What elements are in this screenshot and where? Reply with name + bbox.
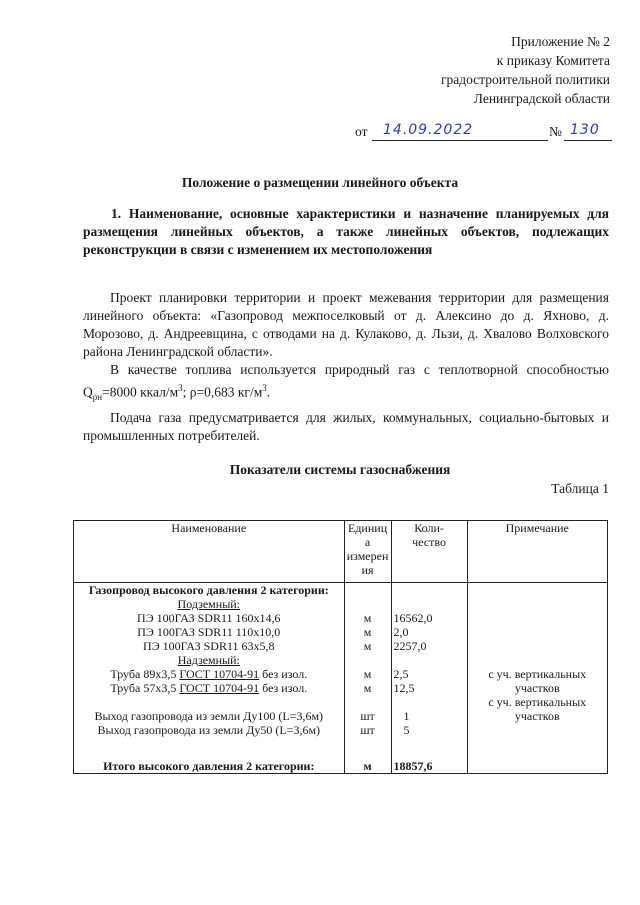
total-unit: м — [363, 759, 372, 773]
fuel-text: ; ρ=0,683 кг/м — [182, 384, 263, 400]
row-unit: м — [363, 681, 372, 695]
total-label: Итого высокого давления 2 категории: — [103, 759, 315, 773]
handwritten-date: 14.09.2022 — [383, 122, 474, 138]
paragraph-project: Проект планировки территории и проект межевания территории для размещения линейного объекта: «Газопровод межпоселковый от д. Алексино до д. Яхново, д. Морозово, д. Андреевщина, с отводами на д. Кулаково, д. Льзи, д. Хвалово Волховского района Ленинградской области». — [83, 290, 609, 359]
table-header-row — [74, 521, 608, 583]
header-note: Примечание — [467, 521, 607, 583]
row-qty: 16562,0 — [393, 611, 433, 625]
row-name: Выход газопровода из земли Ду100 (L=3,6м) — [94, 709, 324, 723]
row-unit: м — [363, 625, 372, 639]
row-unit: шт — [360, 709, 375, 723]
paragraph-fuel — [83, 361, 609, 406]
row-unit: шт — [360, 723, 375, 737]
gost-link[interactable]: ГОСТ 10704-91 — [179, 667, 260, 681]
notes-cell — [467, 583, 607, 774]
header-unit-line: Единиц — [348, 521, 388, 535]
fuel-superscript: 3 — [262, 383, 267, 393]
spacer — [76, 751, 342, 759]
row-note: с уч. вертикальных — [488, 695, 587, 709]
header-quantity-line: Коли- — [414, 521, 444, 535]
row-name-part: без изол. — [259, 681, 308, 695]
row-qty: 2257,0 — [393, 639, 427, 653]
date-underline — [372, 140, 548, 141]
row-name: ПЭ 100ГАЗ SDR11 110х10,0 — [137, 625, 281, 639]
section-heading — [83, 205, 609, 259]
spacer — [76, 737, 342, 751]
fuel-subscript: рн — [92, 392, 103, 403]
appendix-line: Ленинградской области — [473, 91, 610, 106]
row-name-part: Труба 89х3,5 — [110, 667, 180, 681]
fuel-superscript: 3 — [178, 383, 183, 393]
section-number: 1. — [111, 206, 122, 221]
row-name — [76, 667, 342, 681]
header-quantity-line: чество — [412, 535, 446, 549]
paragraph-supply: Подача газа предусматривается для жилых, коммунальных, социально-бытовых и промышленных потребителей. — [83, 410, 609, 443]
spacer — [76, 695, 342, 709]
appendix-block — [350, 32, 610, 108]
row-qty: 5 — [403, 723, 410, 737]
units-cell — [344, 583, 391, 774]
gas-supply-table — [73, 520, 608, 774]
from-label: от — [355, 124, 368, 139]
row-note: участков — [514, 709, 560, 723]
number-label: № — [549, 124, 562, 139]
gost-link[interactable]: ГОСТ 10704-91 — [179, 681, 260, 695]
header-name: Наименование — [74, 521, 345, 583]
header-quantity — [391, 521, 467, 583]
document-title: Положение о размещении линейного объекта — [181, 175, 459, 190]
row-name-part: без изол. — [259, 667, 308, 681]
row-unit: м — [363, 611, 372, 625]
row-note: с уч. вертикальных — [488, 667, 587, 681]
section-title: Газопровод высокого давления 2 категории: — [88, 583, 329, 597]
row-name: Выход газопровода из земли Ду50 (L=3,6м) — [97, 723, 321, 737]
order-reference — [355, 124, 613, 144]
number-underline — [564, 140, 612, 141]
fuel-text: В качестве топлива используется природный газ с теплотворной способностью Q — [83, 362, 609, 400]
header-unit-line: ия — [361, 563, 374, 577]
header-unit — [344, 521, 391, 583]
appendix-line: градостроительной политики — [440, 72, 610, 87]
header-unit-line: измерен — [346, 549, 389, 563]
section-heading-text: Наименование, основные характеристики и назначение планируемых для размещения линейных объектов, а также линейных объектов, подлежащих реконструкции в связи с изменением их местоположения — [83, 206, 609, 257]
fuel-text: . — [266, 384, 271, 400]
row-name-part: Труба 57х3,5 — [110, 681, 180, 695]
total-qty: 18857,6 — [393, 759, 433, 773]
row-unit: м — [363, 667, 372, 681]
header-unit-line: а — [364, 535, 371, 549]
row-qty: 1 — [403, 709, 410, 723]
table-body-row — [74, 583, 608, 774]
row-qty: 12,5 — [393, 681, 415, 695]
fuel-text: =8000 ккал/м — [102, 384, 179, 400]
row-note: участков — [514, 681, 560, 695]
names-cell — [74, 583, 345, 774]
row-qty: 2,0 — [393, 625, 409, 639]
row-name — [76, 681, 342, 695]
row-qty: 2,5 — [393, 667, 409, 681]
row-name: ПЭ 100ГАЗ SDR11 160х14,6 — [137, 611, 281, 625]
quantity-cell — [391, 583, 467, 774]
row-name: ПЭ 100ГАЗ SDR11 63х5,8 — [143, 639, 275, 653]
underground-label: Подземный: — [177, 597, 241, 611]
handwritten-number: 130 — [570, 122, 600, 138]
appendix-line: к приказу Комитета — [496, 53, 610, 68]
above-ground-label: Надземный: — [177, 653, 240, 667]
table-number: Таблица 1 — [551, 481, 609, 496]
appendix-line: Приложение № 2 — [511, 34, 610, 49]
table-title: Показатели системы газоснабжения — [229, 462, 451, 477]
row-unit: м — [363, 639, 372, 653]
